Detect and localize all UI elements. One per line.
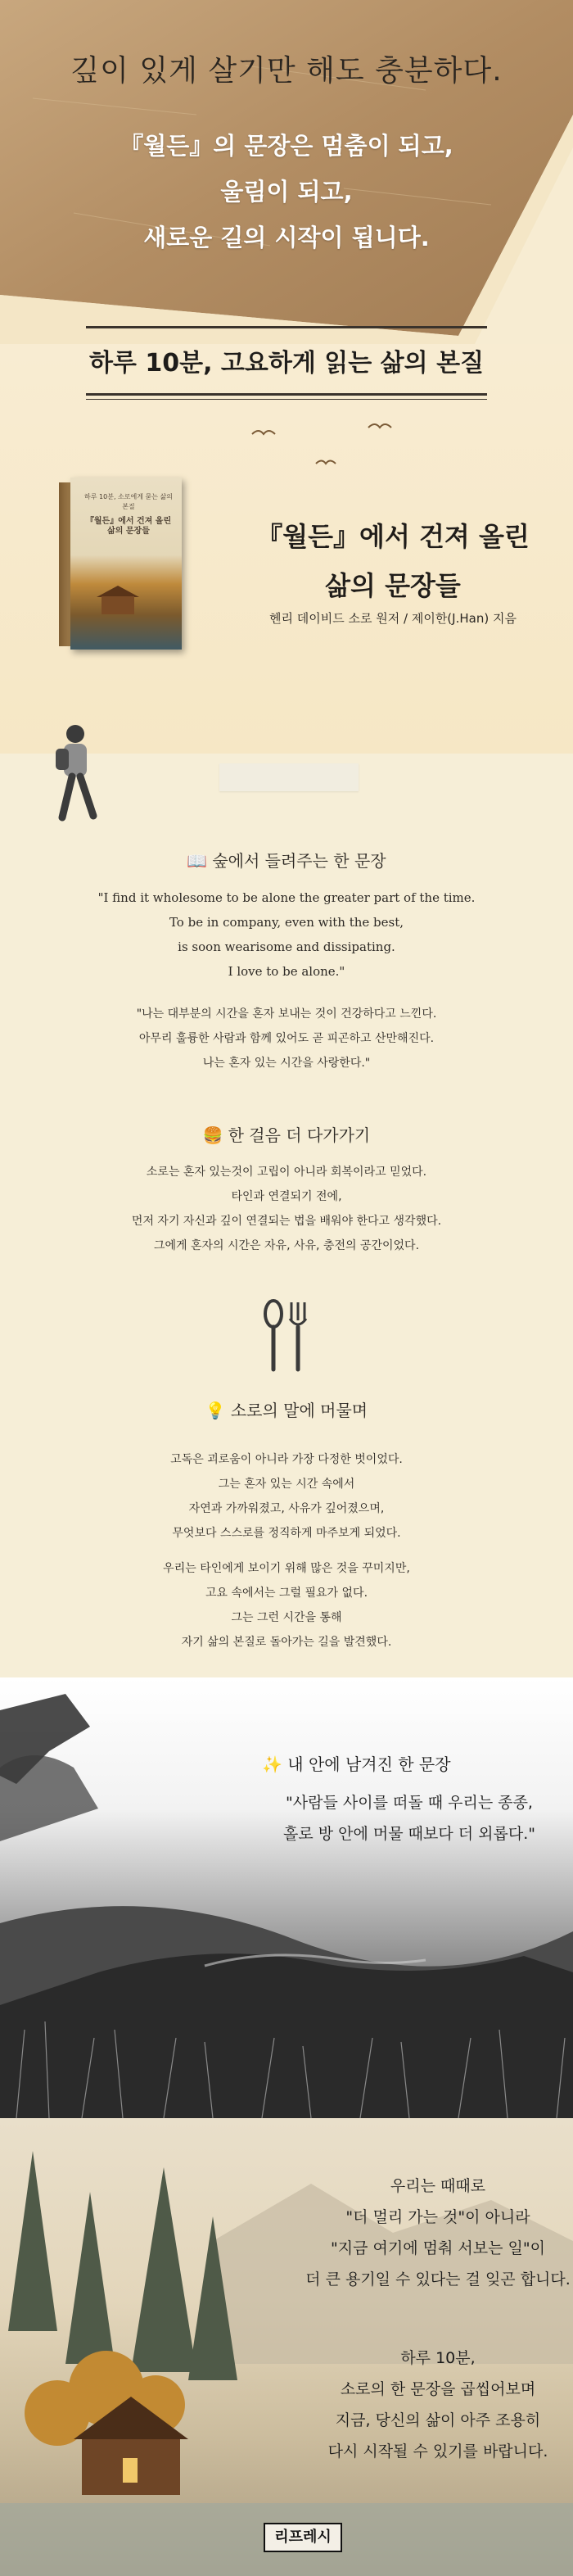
closer-line: 타인과 연결되기 전에, (231, 1190, 342, 1203)
thoreau-line: 그는 혼자 있는 시간 속에서 (218, 1478, 355, 1491)
section-title-thoreau (0, 1397, 573, 1421)
thoreau-text-b (0, 1556, 573, 1655)
thoreau-text-a (0, 1447, 573, 1546)
hero-line: 새로운 길의 시작이 됩니다. (143, 224, 430, 251)
book-icon: 📖 (187, 851, 208, 871)
korean-quote-line: "나는 대부분의 시간을 혼자 보내는 것이 건강하다고 느낀다. (136, 1007, 437, 1021)
closer-line: 먼저 자기 자신과 깊이 연결되는 법을 배워야 한다고 생각했다. (131, 1215, 442, 1228)
book-title (237, 512, 548, 610)
hero-line: 『월든』의 문장은 멈춤이 되고, (120, 132, 453, 160)
korean-quote-line: 나는 혼자 있는 시간을 사랑한다." (202, 1057, 371, 1070)
closing-line: 지금, 당신의 삶이 아주 조용히 (335, 2411, 541, 2429)
closing-paragraph-1 (303, 2171, 573, 2295)
sketch-section (0, 1677, 573, 2118)
hero-lines (0, 123, 573, 260)
thoreau-line: 무엇보다 스스로를 정직하게 마주보게 되었다. (172, 1527, 401, 1540)
burger-icon: 🍔 (202, 1125, 223, 1145)
section-title-text: 내 안에 남겨진 한 문장 (287, 1754, 451, 1774)
subtitle: 하루 10분, 고요하게 읽는 삶의 본질 (88, 349, 485, 378)
closing-line: "더 멀리 가는 것"이 아니라 (345, 2208, 530, 2226)
title-rule-bottom (86, 393, 487, 396)
thoreau-line: 고요 속에서는 그럴 필요가 없다. (205, 1587, 368, 1600)
closing-line: 다시 시작될 수 있기를 바랍니다. (327, 2442, 548, 2461)
english-quote-line: is soon wearisome and dissipating. (178, 939, 395, 954)
english-quote (0, 885, 573, 984)
english-quote-line: To be in company, even with the best, (169, 915, 404, 930)
closer-line: 그에게 혼자의 시간은 자유, 사유, 충전의 공간이었다. (153, 1239, 420, 1252)
closing-line: 우리는 때때로 (390, 2177, 486, 2195)
closing-line: "지금 여기에 멈춰 서보는 일"이 (331, 2239, 545, 2257)
closer-text (0, 1160, 573, 1258)
closing-line: 더 큰 용기일 수 있다는 걸 잊곤 합니다. (305, 2270, 571, 2289)
thoreau-line: 고독은 괴로움이 아니라 가장 다정한 벗이었다. (170, 1453, 403, 1466)
book-author: 헨리 데이비드 소로 원저 / 제이한(J.Han) 지음 (269, 611, 517, 626)
sparkles-icon: ✨ (262, 1754, 282, 1774)
spoon-fork-icon (254, 1297, 319, 1373)
closing-line: 하루 10분, (400, 2349, 476, 2367)
section-title-remain (262, 1751, 557, 1775)
section-title-quote (0, 848, 573, 871)
title-rule-thin (86, 399, 487, 400)
hero-line: 울림이 되고, (220, 178, 353, 206)
book-cover-line: 삶의 문장들 (107, 527, 150, 536)
section-title-text: 소로의 말에 머물며 (230, 1401, 368, 1420)
book-title-line: 삶의 문장들 (325, 570, 461, 601)
section-title-text: 숲에서 들려주는 한 문장 (212, 851, 386, 871)
sketch-landscape-image (0, 1677, 573, 2118)
thoreau-line: 그는 그런 시간을 통해 (231, 1611, 342, 1624)
refresh-logo: 리프레시 (264, 2523, 342, 2552)
book-cover-image (59, 478, 182, 650)
hero-title: 깊이 있게 살기만 해도 충분하다. (70, 54, 503, 88)
walking-person-icon (47, 721, 113, 827)
thoreau-line: 우리는 타인에게 보이기 위해 많은 것을 꾸미지만, (163, 1562, 410, 1575)
book-title-line: 『월든』에서 건져 올린 (256, 521, 530, 552)
hero-section (0, 0, 573, 344)
closing-line: 소로의 한 문장을 곱씹어보며 (340, 2380, 536, 2398)
section-title-closer (0, 1122, 573, 1146)
birds-icon (246, 416, 409, 473)
section-title-text: 한 걸음 더 다가가기 (228, 1125, 371, 1145)
book-cover-line: 하루 10분, 소로에게 묻는 삶의 본질 (84, 493, 173, 510)
book-cover-line: 『월든』에서 건져 올린 (85, 517, 172, 526)
thoreau-line: 자연과 가까워졌고, 사유가 깊어졌으며, (188, 1502, 385, 1515)
closer-line: 소로는 혼자 있는것이 고립이 아니라 회복이라고 믿었다. (146, 1166, 427, 1179)
closing-paragraph-2 (303, 2343, 573, 2467)
remain-quote-line: 홀로 방 안에 머물 때보다 더 외롭다." (283, 1825, 535, 1843)
thoreau-line: 자기 삶의 본질로 돌아가는 길을 발견했다. (181, 1636, 392, 1649)
title-rule-top (86, 326, 487, 328)
remain-quote (246, 1787, 573, 1849)
remain-quote-line: "사람들 사이를 떠돌 때 우리는 종종, (286, 1794, 533, 1812)
lightbulb-icon: 💡 (205, 1401, 226, 1420)
english-quote-line: "I find it wholesome to be alone the greater part of the time. (97, 890, 476, 905)
korean-quote-line: 아무리 훌륭한 사람과 함께 있어도 곧 피곤하고 산만해진다. (138, 1032, 435, 1045)
korean-quote (0, 1002, 573, 1075)
english-quote-line: I love to be alone." (228, 964, 345, 979)
tape-decoration (219, 763, 359, 791)
